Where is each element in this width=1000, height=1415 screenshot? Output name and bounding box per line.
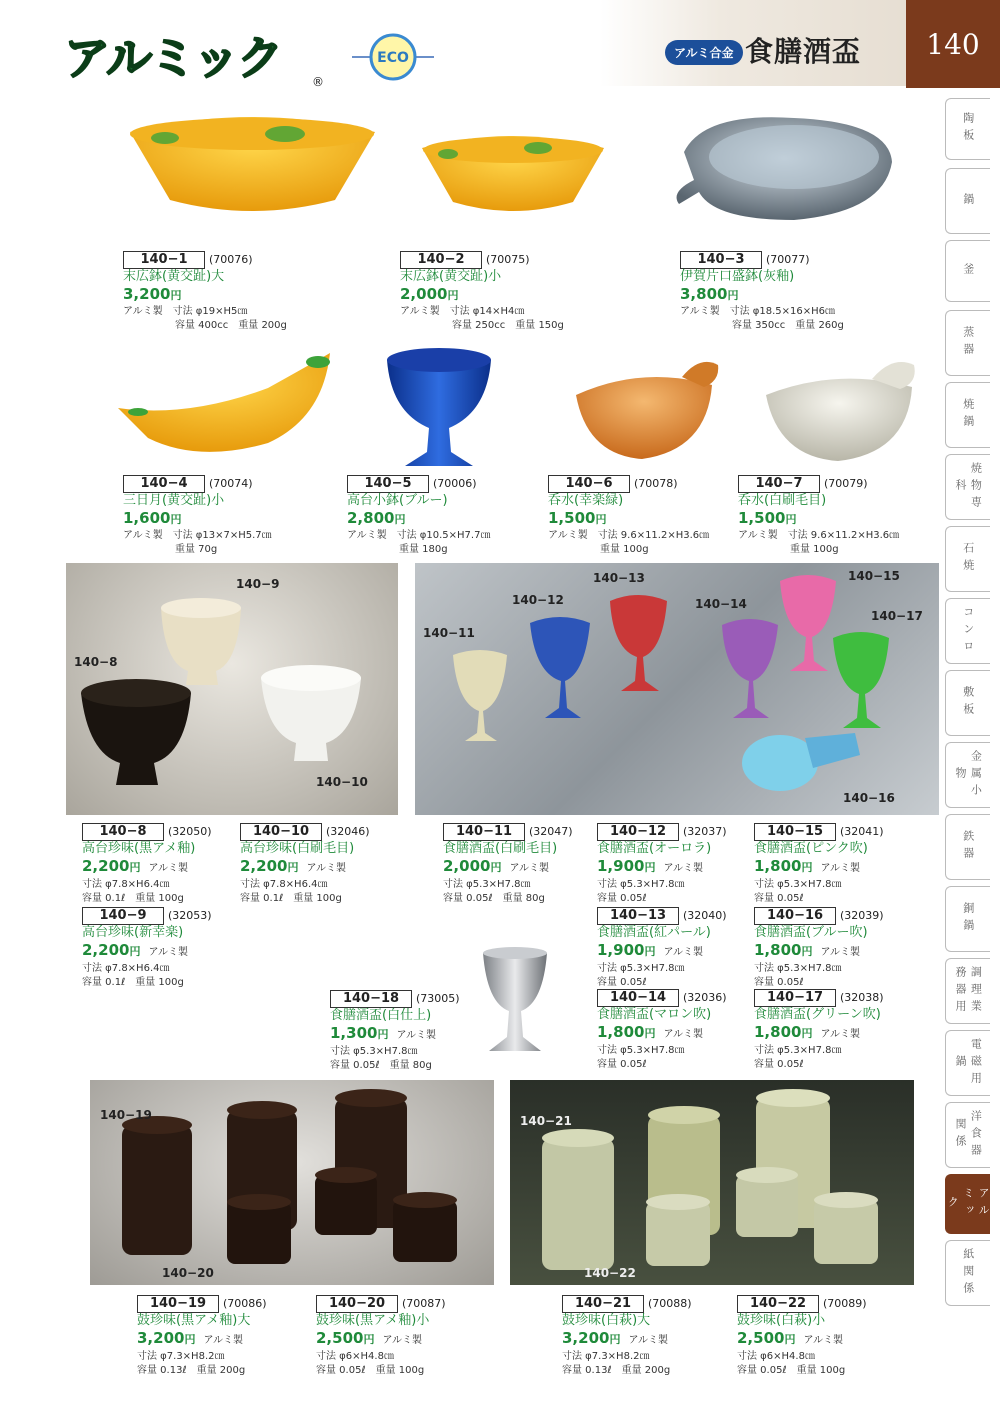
product-140-13 bbox=[597, 904, 727, 990]
product-image-140-18 bbox=[475, 945, 555, 1063]
product-140-19 bbox=[137, 1292, 267, 1378]
photo-label: 140−8 bbox=[74, 655, 118, 669]
product-image-140-7 bbox=[762, 355, 922, 467]
side-tab[interactable]: 釜 bbox=[945, 240, 990, 302]
product-name: 鼓珍味(黒アメ釉)小 bbox=[316, 1313, 430, 1328]
photo-label: 140−10 bbox=[316, 775, 368, 789]
product-ref: (32050) bbox=[168, 825, 212, 838]
product-price: 2,200円 アルミ製 bbox=[240, 857, 347, 875]
product-size: 寸法 φ7.3×H8.2㎝ bbox=[137, 1351, 225, 1362]
product-name: 食膳酒盃(マロン吹) bbox=[597, 1007, 712, 1022]
product-capacity: 容量 0.05ℓ 重量 80g bbox=[443, 893, 545, 904]
side-tab[interactable]: 紙関係 bbox=[945, 1240, 990, 1306]
product-ref: (32047) bbox=[529, 825, 573, 838]
product-ref: (70074) bbox=[209, 477, 253, 490]
product-ref: (32053) bbox=[168, 909, 212, 922]
product-size: 寸法 φ5.3×H7.8㎝ bbox=[597, 1045, 685, 1056]
product-ref: (70078) bbox=[634, 477, 678, 490]
product-size: 寸法 φ5.3×H7.8㎝ bbox=[754, 879, 842, 890]
side-tab[interactable]: アルミック bbox=[945, 1174, 990, 1234]
product-weight: 重量 180g bbox=[399, 544, 448, 555]
product-ref: (70087) bbox=[402, 1297, 446, 1310]
product-size: 寸法 φ6×H4.8㎝ bbox=[316, 1351, 394, 1362]
side-tab[interactable]: 調理業務器用 bbox=[945, 958, 990, 1024]
product-capacity: 容量 0.05ℓ 重量 100g bbox=[316, 1365, 425, 1376]
product-140-5 bbox=[347, 472, 490, 557]
product-140-22 bbox=[737, 1292, 867, 1378]
product-ref: (32041) bbox=[840, 825, 884, 838]
product-capacity: 容量 250cc 重量 150g bbox=[452, 320, 564, 331]
product-name: 食膳酒盃(オーロラ) bbox=[597, 841, 712, 856]
product-image-140-8-10 bbox=[66, 563, 398, 815]
product-price: 1,300円 アルミ製 bbox=[330, 1024, 437, 1042]
product-image-140-19-20 bbox=[90, 1080, 494, 1285]
product-140-1 bbox=[123, 248, 287, 333]
product-capacity: 容量 0.05ℓ bbox=[754, 893, 804, 904]
product-size: 寸法 φ7.3×H8.2㎝ bbox=[562, 1351, 650, 1362]
product-price: 1,800円 アルミ製 bbox=[754, 941, 861, 959]
product-size: 寸法 φ7.8×H6.4㎝ bbox=[82, 963, 170, 974]
photo-label: 140−16 bbox=[843, 791, 895, 805]
product-name: 高台珍味(新幸楽) bbox=[82, 925, 184, 940]
product-capacity: 容量 0.05ℓ 重量 80g bbox=[330, 1060, 432, 1071]
product-image-140-2 bbox=[418, 130, 608, 220]
product-name: 食膳酒盃(白仕上) bbox=[330, 1008, 432, 1023]
photo-label: 140−15 bbox=[848, 569, 900, 583]
product-code: 140−21 bbox=[562, 1295, 644, 1313]
product-code: 140−6 bbox=[548, 475, 630, 493]
product-ref: (73005) bbox=[416, 992, 460, 1005]
product-140-10 bbox=[240, 820, 370, 906]
product-price: 1,900円 アルミ製 bbox=[597, 941, 704, 959]
product-name: 高台珍味(黒アメ釉) bbox=[82, 841, 196, 856]
page-number: 140 bbox=[906, 0, 1000, 88]
product-name: 呑水(白刷毛目) bbox=[738, 493, 827, 508]
product-ref: (32040) bbox=[683, 909, 727, 922]
product-code: 140−12 bbox=[597, 823, 679, 841]
product-code: 140−15 bbox=[754, 823, 836, 841]
product-price: 3,800円 bbox=[680, 285, 739, 303]
product-140-9 bbox=[82, 904, 212, 990]
photo-label: 140−21 bbox=[520, 1114, 572, 1128]
product-capacity: 容量 0.1ℓ 重量 100g bbox=[82, 893, 184, 904]
product-price: 1,500円 bbox=[738, 509, 797, 527]
product-ref: (32038) bbox=[840, 991, 884, 1004]
product-code: 140−9 bbox=[82, 907, 164, 925]
photo-label: 140−11 bbox=[423, 626, 475, 640]
eco-mark bbox=[352, 30, 434, 84]
photo-label: 140−19 bbox=[100, 1108, 152, 1122]
product-name: 食膳酒盃(紅パール) bbox=[597, 925, 711, 940]
product-size: 寸法 φ5.3×H7.8㎝ bbox=[754, 963, 842, 974]
product-spec: アルミ製 寸法 φ10.5×H7.7㎝ bbox=[347, 530, 491, 541]
product-spec: アルミ製 寸法 φ18.5×16×H6㎝ bbox=[680, 306, 836, 317]
product-140-21 bbox=[562, 1292, 692, 1378]
product-name: 食膳酒盃(グリーン吹) bbox=[754, 1007, 881, 1022]
product-140-17 bbox=[754, 986, 884, 1072]
product-price: 2,200円 アルミ製 bbox=[82, 941, 189, 959]
product-name: 鼓珍味(白萩)小 bbox=[737, 1313, 826, 1328]
photo-label: 140−20 bbox=[162, 1266, 214, 1280]
product-ref: (70086) bbox=[223, 1297, 267, 1310]
product-140-2 bbox=[400, 248, 564, 333]
product-code: 140−14 bbox=[597, 989, 679, 1007]
product-image-140-11-17 bbox=[415, 563, 939, 815]
photo-label: 140−12 bbox=[512, 593, 564, 607]
product-price: 2,500円 アルミ製 bbox=[316, 1329, 423, 1347]
product-capacity: 容量 0.05ℓ bbox=[754, 977, 804, 988]
product-ref: (32037) bbox=[683, 825, 727, 838]
product-140-16 bbox=[754, 904, 884, 990]
product-code: 140−8 bbox=[82, 823, 164, 841]
product-price: 2,000円 bbox=[400, 285, 459, 303]
product-name: 鼓珍味(白萩)大 bbox=[562, 1313, 651, 1328]
product-code: 140−11 bbox=[443, 823, 525, 841]
side-tab[interactable]: 銅鍋 bbox=[945, 886, 990, 952]
product-price: 1,800円 アルミ製 bbox=[754, 1023, 861, 1041]
photo-label: 140−9 bbox=[236, 577, 280, 591]
product-140-14 bbox=[597, 986, 727, 1072]
product-name: 末広鉢(黄交趾)小 bbox=[400, 269, 502, 284]
product-140-6 bbox=[548, 472, 709, 557]
product-spec: アルミ製 寸法 9.6×11.2×H3.6㎝ bbox=[738, 530, 900, 541]
product-ref: (70006) bbox=[433, 477, 477, 490]
product-image-140-21-22 bbox=[510, 1080, 914, 1285]
product-price: 1,500円 bbox=[548, 509, 607, 527]
product-140-11 bbox=[443, 820, 573, 906]
product-capacity: 容量 0.1ℓ 重量 100g bbox=[82, 977, 184, 988]
product-code: 140−18 bbox=[330, 990, 412, 1008]
product-name: 呑水(幸楽緑) bbox=[548, 493, 624, 508]
product-capacity: 容量 0.05ℓ bbox=[754, 1059, 804, 1070]
side-tab[interactable]: 電磁用鍋 bbox=[945, 1030, 990, 1096]
product-price: 1,900円 アルミ製 bbox=[597, 857, 704, 875]
side-tab[interactable]: 鍋 bbox=[945, 168, 990, 234]
product-image-140-6 bbox=[572, 355, 722, 465]
side-tab[interactable]: 石焼 bbox=[945, 526, 990, 592]
product-price: 1,800円 アルミ製 bbox=[597, 1023, 704, 1041]
product-code: 140−16 bbox=[754, 907, 836, 925]
product-price: 3,200円 アルミ製 bbox=[562, 1329, 669, 1347]
product-ref: (32039) bbox=[840, 909, 884, 922]
side-tab[interactable]: 鉄器 bbox=[945, 814, 990, 880]
product-code: 140−20 bbox=[316, 1295, 398, 1313]
product-name: 三日月(黄交趾)小 bbox=[123, 493, 225, 508]
product-price: 1,800円 アルミ製 bbox=[754, 857, 861, 875]
product-ref: (70076) bbox=[209, 253, 253, 266]
product-weight: 重量 70g bbox=[175, 544, 218, 555]
product-spec: アルミ製 寸法 9.6×11.2×H3.6㎝ bbox=[548, 530, 710, 541]
side-tab[interactable]: 焼鍋 bbox=[945, 382, 990, 448]
product-price: 2,800円 bbox=[347, 509, 406, 527]
product-code: 140−1 bbox=[123, 251, 205, 269]
side-tab[interactable]: コンロ bbox=[945, 598, 990, 664]
product-140-15 bbox=[754, 820, 884, 906]
product-price: 2,500円 アルミ製 bbox=[737, 1329, 844, 1347]
product-code: 140−13 bbox=[597, 907, 679, 925]
product-code: 140−2 bbox=[400, 251, 482, 269]
product-140-4 bbox=[123, 472, 272, 557]
product-size: 寸法 φ7.8×H6.4㎝ bbox=[240, 879, 328, 890]
product-ref: (70077) bbox=[766, 253, 810, 266]
product-price: 2,200円 アルミ製 bbox=[82, 857, 189, 875]
product-code: 140−7 bbox=[738, 475, 820, 493]
product-capacity: 容量 0.05ℓ bbox=[597, 977, 647, 988]
product-capacity: 容量 0.05ℓ bbox=[597, 893, 647, 904]
photo-label: 140−22 bbox=[584, 1266, 636, 1280]
product-weight: 重量 100g bbox=[790, 544, 839, 555]
product-capacity: 容量 0.05ℓ 重量 100g bbox=[737, 1365, 846, 1376]
product-size: 寸法 φ5.3×H7.8㎝ bbox=[754, 1045, 842, 1056]
product-image-140-1 bbox=[125, 112, 380, 222]
product-spec: アルミ製 寸法 φ19×H5㎝ bbox=[123, 306, 248, 317]
product-ref: (32036) bbox=[683, 991, 727, 1004]
product-name: 食膳酒盃(白刷毛目) bbox=[443, 841, 558, 856]
product-140-12 bbox=[597, 820, 727, 906]
product-code: 140−17 bbox=[754, 989, 836, 1007]
product-size: 寸法 φ5.3×H7.8㎝ bbox=[597, 879, 685, 890]
product-code: 140−4 bbox=[123, 475, 205, 493]
photo-label: 140−14 bbox=[695, 597, 747, 611]
product-code: 140−19 bbox=[137, 1295, 219, 1313]
page-title: 食膳酒盃 bbox=[745, 35, 862, 68]
product-name: 末広鉢(黄交趾)大 bbox=[123, 269, 225, 284]
product-size: 寸法 φ7.8×H6.4㎝ bbox=[82, 879, 170, 890]
product-code: 140−3 bbox=[680, 251, 762, 269]
svg-text:アルミック: アルミック bbox=[64, 31, 282, 85]
product-capacity: 容量 0.05ℓ bbox=[597, 1059, 647, 1070]
product-140-20 bbox=[316, 1292, 446, 1378]
side-tab[interactable]: 金属小物 bbox=[945, 742, 990, 808]
product-name: 伊賀片口盛鉢(灰釉) bbox=[680, 269, 795, 284]
product-spec: アルミ製 寸法 φ13×7×H5.7㎝ bbox=[123, 530, 272, 541]
side-tab[interactable]: 蒸器 bbox=[945, 310, 990, 376]
product-size: 寸法 φ5.3×H7.8㎝ bbox=[330, 1046, 418, 1057]
product-image-140-5 bbox=[383, 342, 495, 472]
product-name: 高台小鉢(ブルー) bbox=[347, 493, 448, 508]
product-140-8 bbox=[82, 820, 212, 906]
side-tab[interactable]: 陶板 bbox=[945, 98, 990, 160]
product-name: 高台珍味(白刷毛目) bbox=[240, 841, 355, 856]
product-code: 140−5 bbox=[347, 475, 429, 493]
product-ref: (70088) bbox=[648, 1297, 692, 1310]
product-capacity: 容量 0.1ℓ 重量 100g bbox=[240, 893, 342, 904]
product-image-140-3 bbox=[674, 112, 899, 224]
photo-label: 140−13 bbox=[593, 571, 645, 585]
product-code: 140−22 bbox=[737, 1295, 819, 1313]
product-size: 寸法 φ5.3×H7.8㎝ bbox=[443, 879, 531, 890]
product-name: 食膳酒盃(ブルー吹) bbox=[754, 925, 868, 940]
product-spec: アルミ製 寸法 φ14×H4㎝ bbox=[400, 306, 525, 317]
product-capacity: 容量 400cc 重量 200g bbox=[175, 320, 287, 331]
product-capacity: 容量 0.13ℓ 重量 200g bbox=[137, 1365, 246, 1376]
product-size: 寸法 φ5.3×H7.8㎝ bbox=[597, 963, 685, 974]
product-ref: (70075) bbox=[486, 253, 530, 266]
side-tab[interactable]: 敷板 bbox=[945, 670, 990, 736]
material-badge: アルミ合金 bbox=[665, 40, 743, 65]
photo-label: 140−17 bbox=[871, 609, 923, 623]
product-price: 3,200円 アルミ製 bbox=[137, 1329, 244, 1347]
product-price: 3,200円 bbox=[123, 285, 182, 303]
product-140-3 bbox=[680, 248, 844, 333]
product-capacity: 容量 0.13ℓ 重量 200g bbox=[562, 1365, 671, 1376]
product-image-140-4 bbox=[118, 348, 333, 460]
product-name: 食膳酒盃(ピンク吹) bbox=[754, 841, 868, 856]
product-price: 2,000円 アルミ製 bbox=[443, 857, 550, 875]
side-tab[interactable]: 焼物専科 bbox=[945, 454, 990, 520]
product-ref: (70089) bbox=[823, 1297, 867, 1310]
brand-logo bbox=[62, 28, 332, 88]
product-140-7 bbox=[738, 472, 899, 557]
product-ref: (70079) bbox=[824, 477, 868, 490]
product-capacity: 容量 350cc 重量 260g bbox=[732, 320, 844, 331]
product-ref: (32046) bbox=[326, 825, 370, 838]
side-tab[interactable]: 洋食器関係 bbox=[945, 1102, 990, 1168]
product-name: 鼓珍味(黒アメ釉)大 bbox=[137, 1313, 251, 1328]
product-weight: 重量 100g bbox=[600, 544, 649, 555]
product-price: 1,600円 bbox=[123, 509, 182, 527]
svg-text:®: ® bbox=[312, 75, 324, 88]
product-size: 寸法 φ6×H4.8㎝ bbox=[737, 1351, 815, 1362]
product-140-18 bbox=[330, 987, 460, 1073]
product-code: 140−10 bbox=[240, 823, 322, 841]
svg-text:ECO: ECO bbox=[377, 50, 409, 66]
